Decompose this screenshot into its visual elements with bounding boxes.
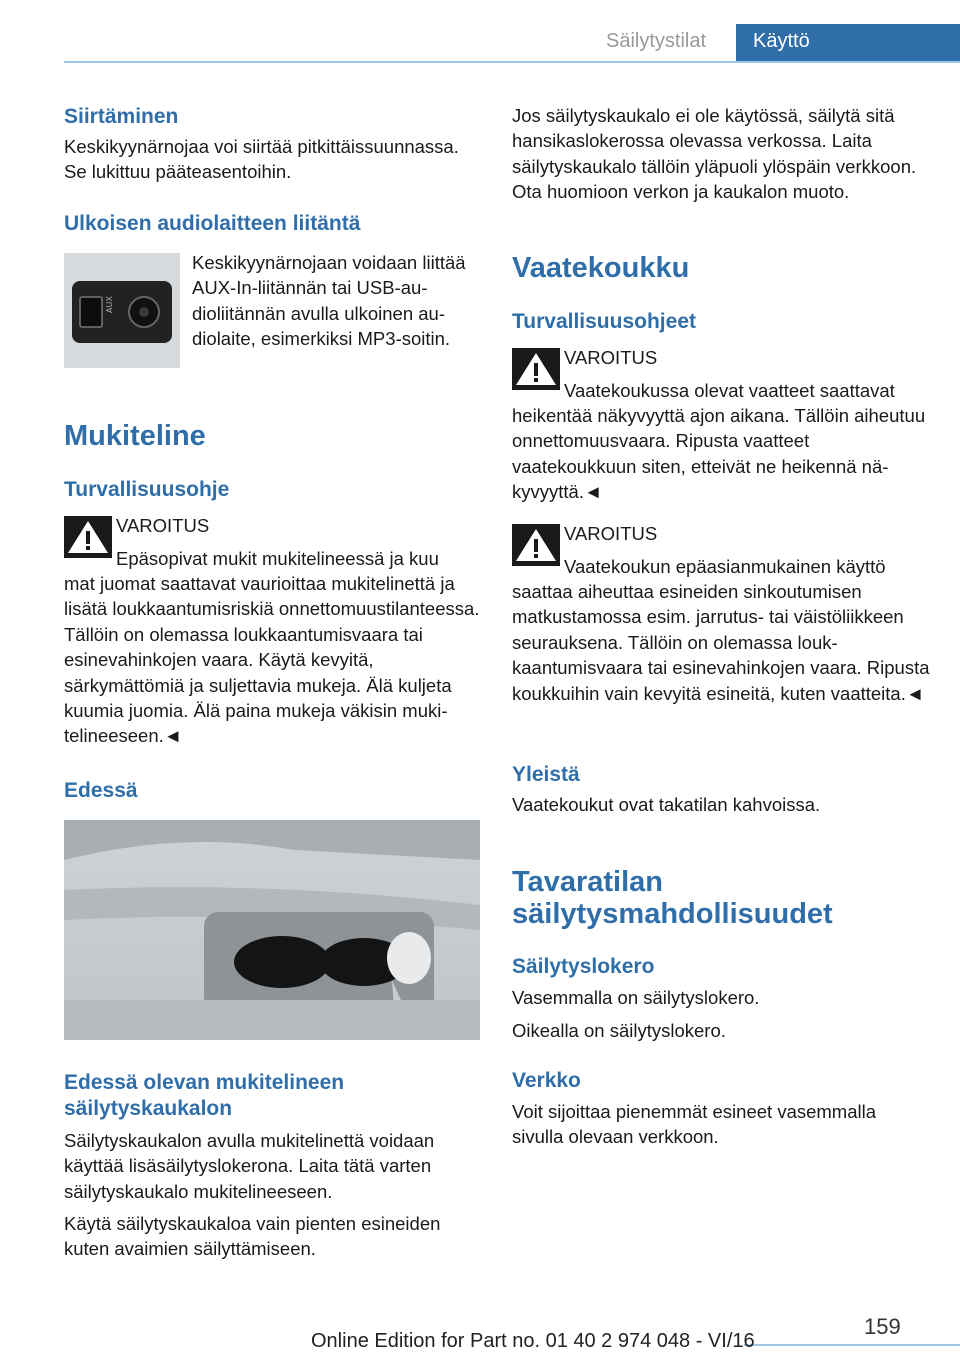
verkko-heading: Verkko (512, 1069, 581, 1092)
aux-usb-port-image (64, 253, 180, 368)
warning2-text-first: Vaatekoukun epäasianmukainen käyttö (564, 556, 886, 577)
mukiteline-heading: Mukiteline (64, 420, 206, 452)
turvallisuusohjeet-heading: Turvallisuusohjeet (512, 310, 696, 333)
warning1-label: VAROITUS (564, 347, 658, 368)
svg-text:AUX: AUX (105, 296, 114, 313)
tavaratilan-heading: Tavaratilan säilytysmahdollisuudet (512, 866, 833, 930)
edessa-heading: Edessä (64, 779, 138, 802)
header-rule (64, 61, 960, 63)
vaatekoukku-heading: Vaatekoukku (512, 252, 690, 284)
turvallisuusohje-heading: Turvallisuusohje (64, 478, 230, 501)
intro-text: Jos säilytyskaukalo ei ole käytössä, säilytä sitä hansikaslokerossa olevassa verkossa. Laita säilytyskaukalo tällöin yläpuoli ylöspäin verkkoon. Ota huomioon verkon ja kaukalon muoto. (512, 105, 917, 203)
warning-label: VAROITUS (116, 515, 210, 536)
sailytyslokero-heading: Säilytyslokero (512, 955, 655, 978)
warning1-text-rest: heikentää näkyvyyttä ajon aikana. Tällöin aiheutuu onnettomuusvaara. Ripusta vaatteet vaatekoukkuun siten, etteivät ne heikennä näkyvyyttä.◄ (512, 405, 926, 503)
edessa-olevan-heading: Edessä olevan mukitelineen säilytyskaukalon (64, 1071, 345, 1120)
sailytyslokero-p1: Vasemmalla on säilytyslokero. (512, 987, 760, 1008)
warning2-label: VAROITUS (564, 523, 658, 544)
warning-icon (64, 516, 112, 558)
page-number: 159 (864, 1314, 901, 1339)
warning2-text-rest: saattaa aiheuttaa esineiden sinkoutumisen matkustamossa esim. jarrutus- tai väistöliikkeen seurauksena. Tällöin on olemassa loukkaantumisvaara tai esinevahinkojen vaara. Ripusta koukkuihin vain kevyitä esineitä, kuten vaatteita.◄ (512, 581, 930, 704)
sailytyslokero-p2: Oikealla on säilytyslokero. (512, 1020, 726, 1041)
footer-rule (744, 1344, 960, 1346)
siirtaminen-heading: Siirtäminen (64, 105, 179, 128)
yleista-heading: Yleistä (512, 763, 580, 786)
edessa-olevan-p1: Säilytyskaukalon avulla mukitelinettä voidaan käyttää lisäsäilytyslokerona. Laita tätä varten säilytyskaukalo mukitelineeseen. (64, 1130, 435, 1202)
yleista-text: Vaatekoukut ovat takatilan kahvoissa. (512, 794, 821, 815)
header-chapter-label: Käyttö (753, 30, 810, 52)
verkko-text: Voit sijoittaa pienemmät esineet vasemmalla sivulla olevaan verkkoon. (512, 1101, 877, 1148)
siirtaminen-text: Keskikyynärnojaa voi siirtää pitkittäissuunnassa. Se lukittuu pääteasentoihin. (64, 136, 459, 183)
edessa-olevan-p2: Käytä säilytyskaukaloa vain pienten esineiden kuten avaimien säilyttämiseen. (64, 1213, 441, 1260)
header-section-title: Säilytystilat (606, 30, 707, 52)
warning-icon (512, 524, 560, 566)
footer-edition: Online Edition for Part no. 01 40 2 974 048 - VI/16 (311, 1330, 755, 1352)
cupholder-image (64, 820, 480, 1040)
ulkoisen-heading: Ulkoisen audiolaitteen liitäntä (64, 212, 361, 235)
warning-text-rest: mat juomat saattavat vaurioittaa mukitelinettä ja lisätä loukkaantumisriskiä onnettomuustilanteessa. Tällöin on olemassa loukkaantumisvaara tai esinevahinkojen vaara. Käytä kevyitä, särkymättömiä ja suljettavia mukeja. Älä kuljeta kuumia juomia. Älä paina mukeja väkisin mukitelineeseen.◄ (64, 573, 480, 747)
warning1-text-first: Vaatekoukussa olevat vaatteet saattavat (564, 380, 895, 401)
warning-icon (512, 348, 560, 390)
ulkoisen-text: Keskikyynärnojaan voidaan liittää AUX-In-liitännän tai USB-audioliitännän avulla ulkoinen audiolaite, esimerkiksi MP3-soitin. (192, 252, 466, 350)
header-chapter-tab (736, 24, 960, 62)
warning-text-first: Epäsopivat mukit mukitelineessä ja kuu (116, 548, 439, 569)
